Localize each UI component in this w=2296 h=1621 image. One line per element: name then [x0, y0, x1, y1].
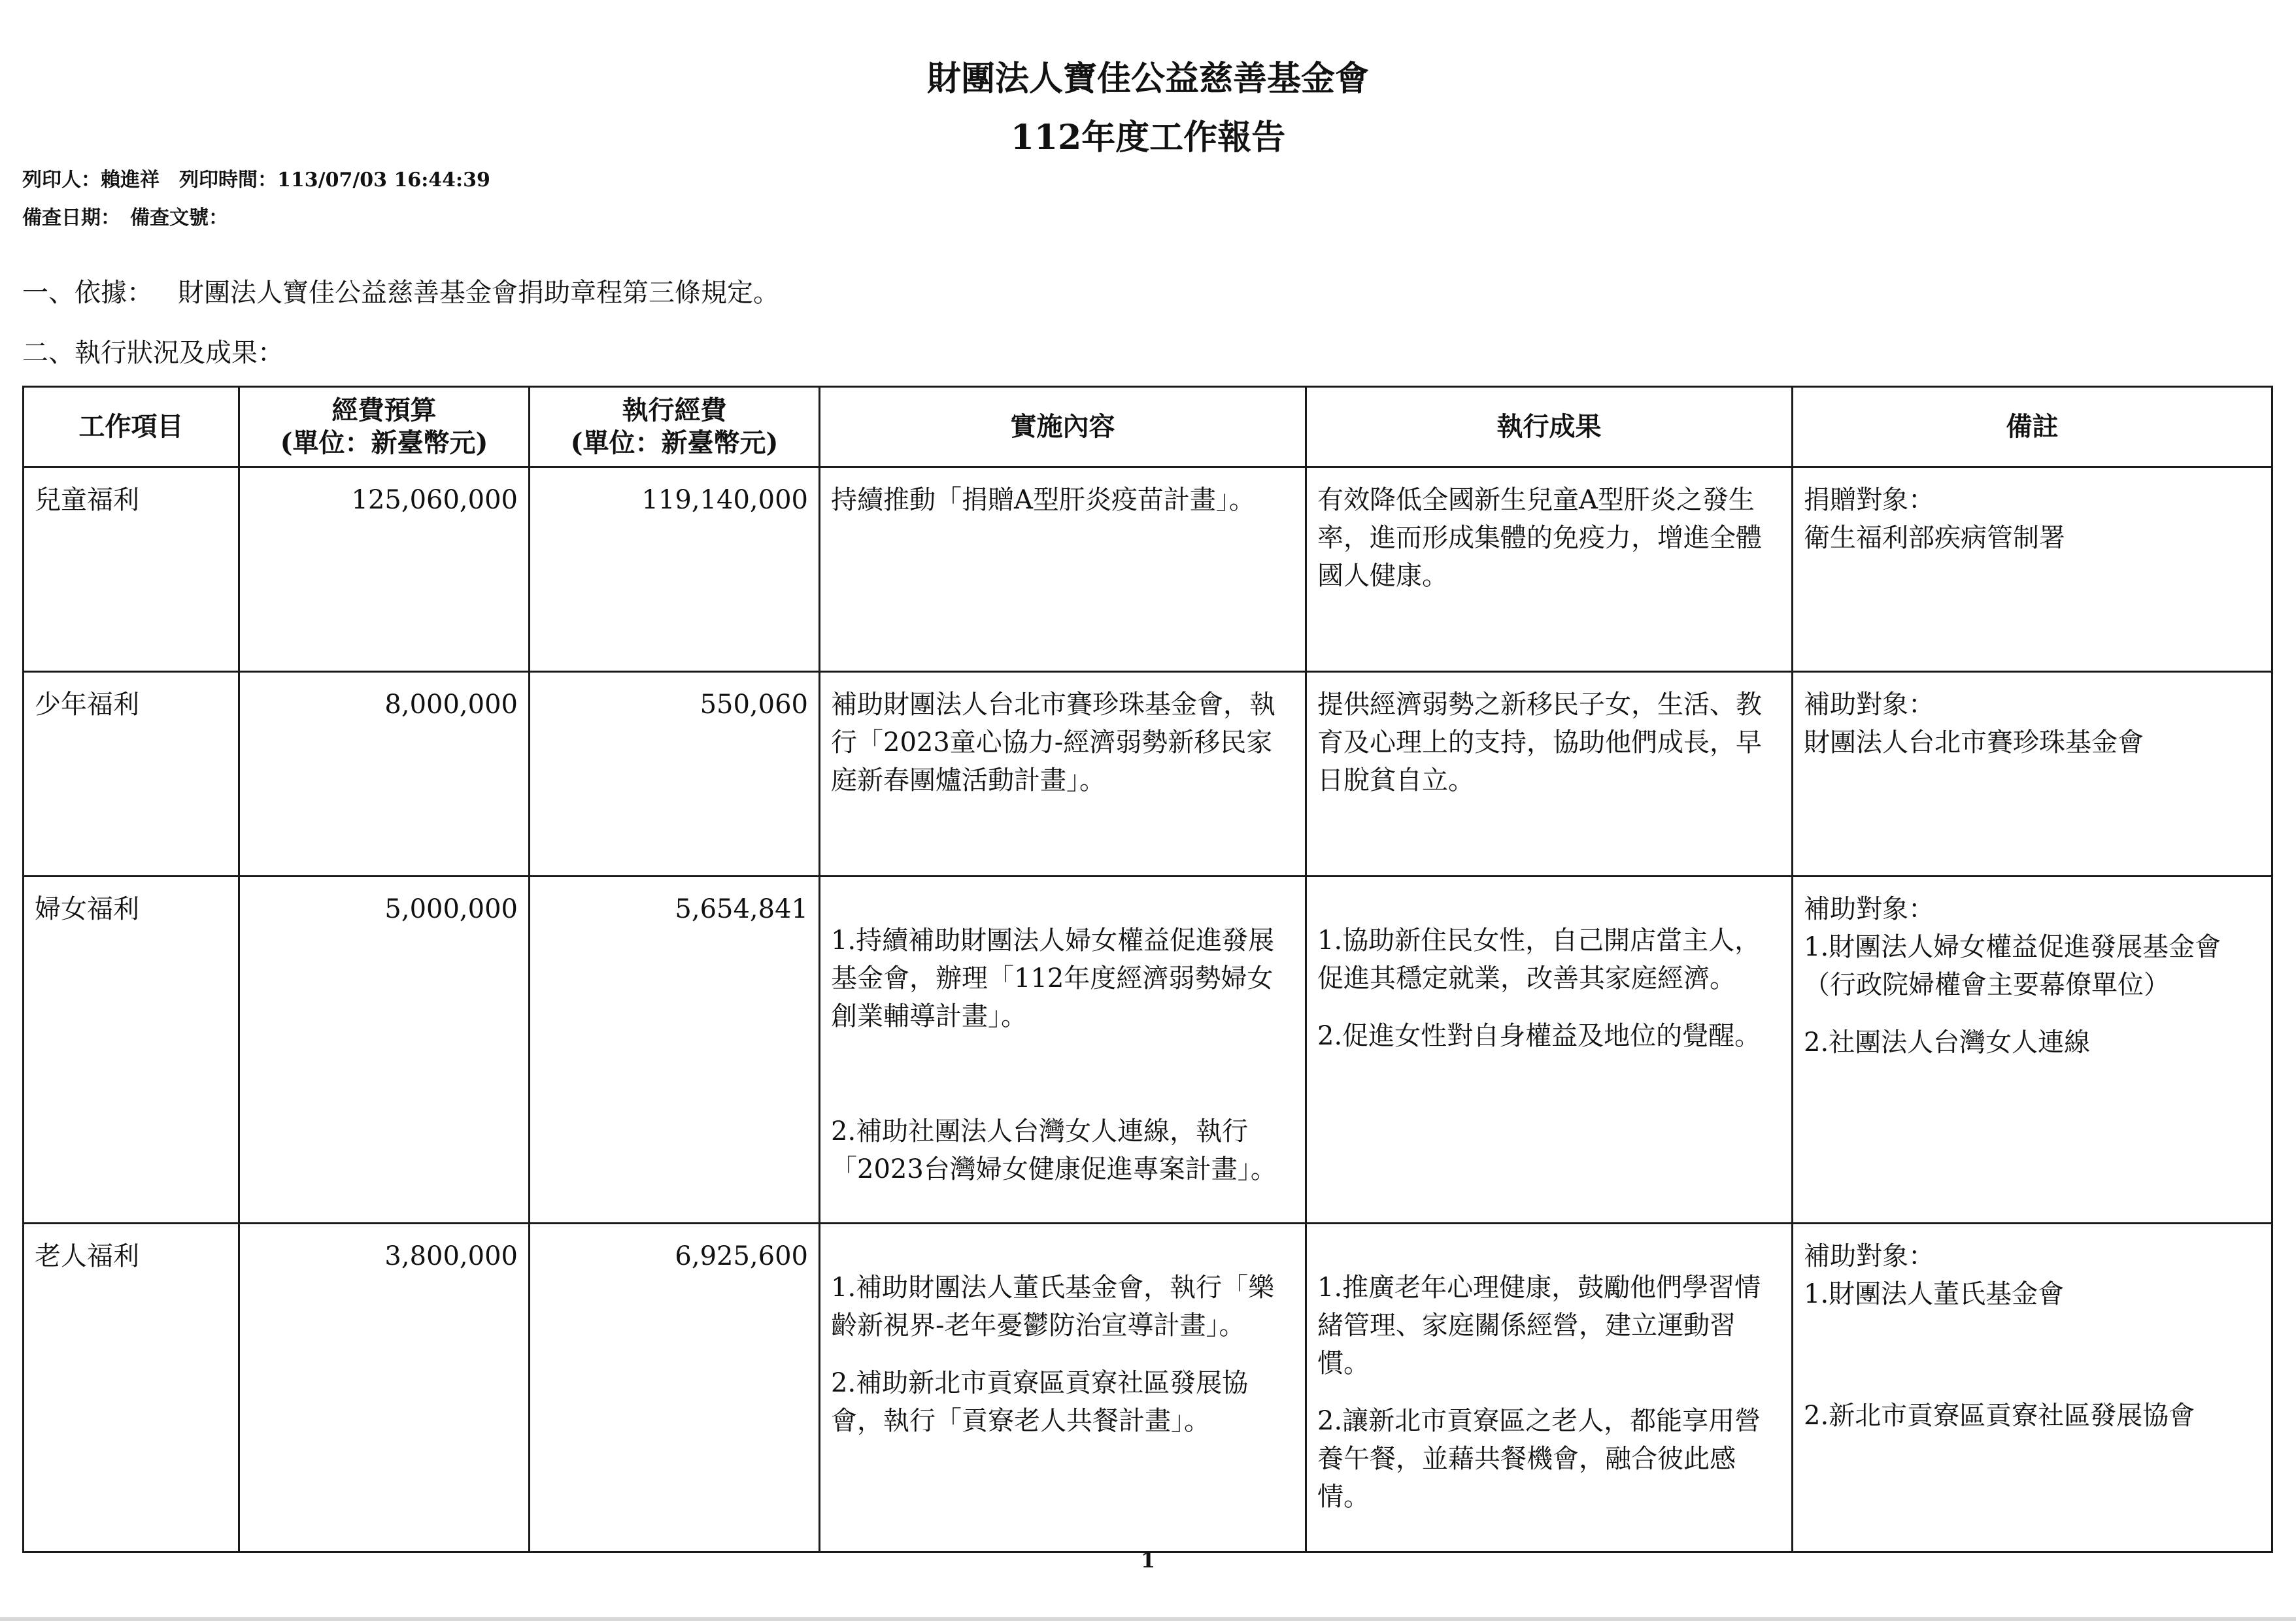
row-budget: 8,000,000: [239, 672, 530, 877]
basis-label: 一、依據：: [22, 278, 153, 308]
row-budget: 3,800,000: [239, 1224, 530, 1552]
note-text: 2.社團法人台灣女人連線: [1804, 1028, 2091, 1058]
row-result: [1306, 877, 1793, 1224]
row-item: 少年福利: [24, 672, 239, 877]
row-budget: 5,000,000: [239, 877, 530, 1224]
content-text: 1.補助財團法人董氏基金會，執行「樂齡新視界-老年憂鬱防治宣導計畫」。: [831, 1273, 1275, 1341]
note-text: 1.財團法人婦女權益促進發展基金會（行政院婦權會主要幕僚單位）: [1804, 932, 2221, 1000]
note-label: 捐贈對象：: [1804, 485, 1934, 515]
note-label: 補助對象：: [1804, 690, 1934, 720]
note-text: 1.財團法人董氏基金會: [1804, 1279, 2065, 1309]
result-text: 1.推廣老年心理健康，鼓勵他們學習情緒管理、家庭關係經營，建立運動習慣。: [1317, 1273, 1761, 1379]
page-number: 1: [1140, 1548, 1156, 1573]
organization-title: 財團法人寶佳公益慈善基金會: [926, 59, 1369, 99]
row-result: [1306, 672, 1793, 877]
header-note: 備註: [1793, 387, 2272, 467]
result-text: 2.讓新北市貢寮區之老人，都能享用營養午餐，並藉共餐機會，融合彼此感情。: [1317, 1406, 1761, 1512]
scan-edge: [0, 1617, 2296, 1621]
status-section-label: 二、執行狀況及成果：: [22, 338, 284, 368]
result-text: 提供經濟弱勢之新移民子女，生活、教育及心理上的支持，協助他們成長，早日脫貧自立。: [1317, 690, 1762, 795]
header-spent-label: 執行經費: [622, 395, 727, 426]
content-text: 1.持續補助財團法人婦女權益促進發展基金會，辦理「112年度經濟弱勢婦女創業輔導計畫」。: [831, 926, 1275, 1031]
content-text: 補助財團法人台北市賽珍珠基金會，執行「2023童心協力-經濟弱勢新移民家庭新春團爐活動計畫」。: [831, 690, 1275, 795]
row-item: 兒童福利: [24, 467, 239, 672]
row-note: [1793, 672, 2272, 877]
basis-text: 財團法人寶佳公益慈善基金會捐助章程第三條規定。: [178, 278, 779, 308]
table-row: [24, 672, 2272, 877]
row-spent: 6,925,600: [530, 1224, 820, 1552]
row-spent: 5,654,841: [530, 877, 820, 1224]
content-text: 持續推動「捐贈A型肝炎疫苗計畫」。: [831, 485, 1255, 515]
note-text: 衛生福利部疾病管制署: [1804, 523, 2065, 553]
note-label: 補助對象：: [1804, 894, 1934, 924]
header-budget: [239, 387, 530, 467]
row-content: [820, 1224, 1306, 1552]
header-spent-unit: (單位：新臺幣元): [570, 427, 779, 458]
row-budget: 125,060,000: [239, 467, 530, 672]
row-result: [1306, 1224, 1793, 1552]
row-spent: 119,140,000: [530, 467, 820, 672]
row-content: [820, 877, 1306, 1224]
table-row: [24, 1224, 2272, 1552]
note-label: 補助對象：: [1804, 1241, 1934, 1271]
result-text: 1.協助新住民女性，自己開店當主人，促進其穩定就業，改善其家庭經濟。: [1317, 926, 1761, 994]
content-text: 2.補助社團法人台灣女人連線，執行「2023台灣婦女健康促進專案計畫」。: [831, 1116, 1277, 1184]
row-result: [1306, 467, 1793, 672]
header-budget-unit: (單位：新臺幣元): [280, 427, 488, 458]
basis-section: [22, 272, 779, 309]
note-text: 2.新北市貢寮區貢寮社區發展協會: [1804, 1401, 2195, 1431]
header-spent: [530, 387, 820, 467]
table-header-row: [24, 387, 2272, 467]
row-item: 老人福利: [24, 1224, 239, 1552]
header-content: 實施內容: [820, 387, 1306, 467]
row-item: 婦女福利: [24, 877, 239, 1224]
row-note: [1793, 1224, 2272, 1552]
header-budget-label: 經費預算: [331, 395, 437, 426]
report-title: 112年度工作報告: [1010, 118, 1286, 158]
table-row: [24, 467, 2272, 672]
header-item: 工作項目: [24, 387, 239, 467]
row-note: [1793, 877, 2272, 1224]
note-text: 財團法人台北市賽珍珠基金會: [1804, 727, 2144, 758]
row-content: [820, 467, 1306, 672]
record-info: 備查日期： 備查文號：: [22, 207, 228, 229]
work-report-table: [22, 386, 2273, 1553]
header-result: 執行成果: [1306, 387, 1793, 467]
result-text: 有效降低全國新生兒童A型肝炎之發生率，進而形成集體的免疫力，增進全體國人健康。: [1317, 485, 1762, 591]
row-spent: 550,060: [530, 672, 820, 877]
row-note: [1793, 467, 2272, 672]
table-row: [24, 877, 2272, 1224]
printer-info: 列印人：賴進祥 列印時間：113/07/03 16:44:39: [22, 169, 490, 192]
row-content: [820, 672, 1306, 877]
content-text: 2.補助新北市貢寮區貢寮社區發展協會，執行「貢寮老人共餐計畫」。: [831, 1368, 1249, 1436]
result-text: 2.促進女性對自身權益及地位的覺醒。: [1317, 1021, 1761, 1051]
